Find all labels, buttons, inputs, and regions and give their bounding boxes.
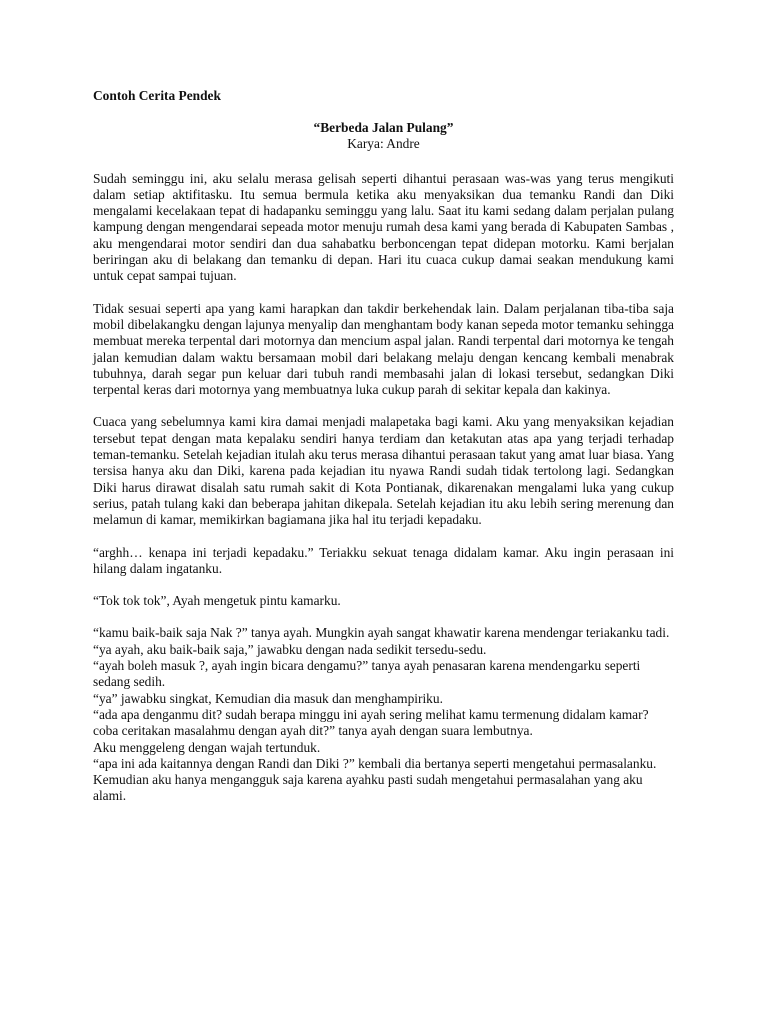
dialogue-line: Aku menggeleng dengan wajah tertunduk. [93,739,321,755]
dialogue-line: “kamu baik-baik saja Nak ?” tanya ayah. Mungkin ayah sangat khawatir karena mendengar teriakanku tadi. [93,625,670,641]
dialogue-line: “apa ini ada kaitannya dengan Randi dan Diki ?” kembali dia bertanya seperti mengetahui permasalanku. [93,755,657,771]
story-author: Karya: Andre [347,136,420,152]
dialogue-line: “ada apa denganmu dit? sudah berapa minggu ini ayah sering melihat kamu termenung didalam kamar? coba ceritakan masalahmu dengan ayah dit?” tanya ayah dengan suara lembutnya. [93,706,649,739]
dialogue-line: Kemudian aku hanya mengangguk saja karena ayahku pasti sudah mengetahui permasalahan yang aku alami. [93,772,643,804]
dialogue-line: “ayah boleh masuk ?, ayah ingin bicara dengamu?” tanya ayah penasaran karena mendengarku seperti sedang sedih. [93,658,641,690]
document-label: Contoh Cerita Pendek [93,88,221,103]
paragraph: Cuaca yang sebelumnya kami kira damai menjadi malapetaka bagi kami. Aku yang menyaksikan kejadian tersebut tepat dengan mata kepalaku sendiri hanya terdiam dan ketakutan atas apa yang terjadi terhadap teman-temanku. Setelah kejadian itulah aku terus merasa dihantui perasaan takut yang amat luar biasa. Yang tersisa hanya aku dan Diki, karena pada kejadian itu nyawa Randi sudah tidak tertolong lagi. Sedangkan Diki harus dirawat disalah satu rumah sakit di Kota Pontianak, dikarenakan mengalami luka yang cukup serius, patah tulang kaki dan beberapa jahitan dikepala. Setelah kejadian itu aku lebih sering merenung dan melamun di kamar, memikirkan bagiamana jika hal itu terjadi kepadaku. [93,414,674,528]
document-content [93,88,674,805]
story-title: “Berbeda Jalan Pulang” [313,120,454,135]
paragraph: Tidak sesuai seperti apa yang kami harapkan dan takdir berkehendak lain. Dalam perjalanan tiba-tiba saja mobil dibelakangku dengan lajunya menyalip dan menghantam body kanan sepeda motor temanku sehingga membuat mereka terpental dari motornya dan mencium aspal jalan. Randi terpental dari motornya ke tengah jalan kemudian dalam waktu bersamaan mobil dari belakang melaju dengan kencang kembali menabrak tubuhnya, darah segar pun keluar dari tubuh randi membasahi jalan di lokasi tersebut, sedangkan Diki terpental keras dari motornya yang membuatnya luka cukup parah di sekitar kepala dan kakinya. [93,300,674,398]
paragraph: Sudah seminggu ini, aku selalu merasa gelisah seperti dihantui perasaan was-was yang terus mengikuti dalam setiap aktifitasku. Itu semua bermula ketika aku menyaksikan dua temanku Randi dan Diki mengalami kecelakaan tepat di hadapanku seminggu yang lalu. Saat itu kami sedang dalam perjalan pulang kampung dengan mengendarai sepeada motor menuju rumah desa kami yang berada di Kabupaten Sambas , aku mengendarai motor sendiri dan dua sahabatku berboncengan tepat didepan motorku. Kami berjalan beriringan aku di belakang dan temanku di depan. Hari itu cuaca cukup damai seakan mendukung kami untuk cepat sampai tujuan. [93,170,674,284]
dialogue-block [93,625,674,804]
dialogue-line: “ya” jawabku singkat, Kemudian dia masuk dan menghampiriku. [93,690,443,706]
dialogue-line: “ya ayah, aku baik-baik saja,” jawabku dengan nada sedikit tersedu-sedu. [93,641,487,657]
paragraph: “arghh… kenapa ini terjadi kepadaku.” Teriakku sekuat tenaga didalam kamar. Aku ingin perasaan ini hilang dalam ingatanku. [93,544,674,576]
paragraph: “Tok tok tok”, Ayah mengetuk pintu kamarku. [93,593,341,609]
